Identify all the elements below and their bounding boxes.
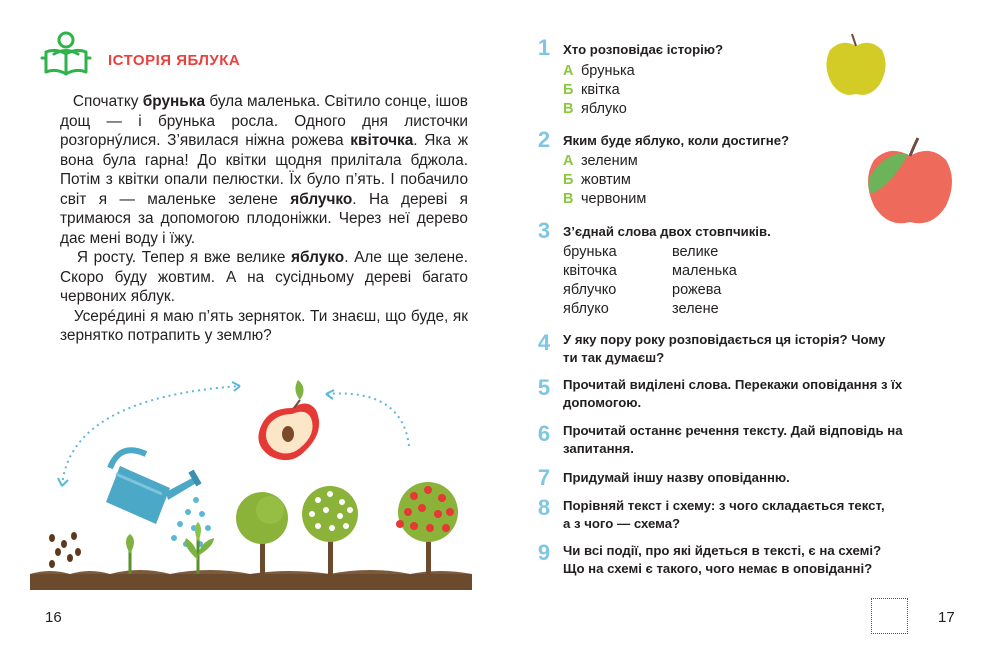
flowering-tree-icon [302,486,358,574]
match-left-word: брунька [563,244,617,260]
option-item: В яблуко [563,101,627,117]
reading-child-icon [40,30,92,78]
seeds-icon [49,532,81,568]
red-apple-illustration [858,136,958,232]
story-paragraph-2: Я росту. Тепер я вже велике яблуко. Але ще зелене. Скоро буду жовтим. А на сусідньому дереві багато червоних яблук. [60,249,468,305]
highlight-word: квіточка [350,132,414,149]
apple-tree-icon [396,482,458,574]
question-number: 9 [537,540,551,565]
option-item: Б жовтим [563,172,631,188]
story-paragraph-3: Усерéдині я маю п’ять зерняток. Ти знаєш, що буде, як зернятко потрапить у землю? [60,307,469,344]
yellow-apple-illustration [822,32,890,100]
dotted-box [871,598,908,634]
question-number: 8 [537,495,551,520]
water-drops [171,497,211,547]
match-left-word: квіточка [563,263,617,279]
match-left-word: яблучко [563,282,617,298]
story-text [60,92,468,346]
match-left-word: яблуко [563,301,609,317]
question-7-text: Придумай іншу назву оповіданню. [563,470,790,485]
question-6-text: Прочитай останнє речення тексту. Дай відповідь на запитання. [563,423,903,456]
sprout-icon [126,534,134,574]
question-number: 3 [537,218,551,243]
option-item: Б квітка [563,82,620,98]
question-5-text: Прочитай виділені слова. Перекажи оповідання з їх допомогою. [563,377,903,410]
question-number: 1 [537,35,551,60]
option-item: В червоним [563,191,647,207]
question-8-text: Порівняй текст і схему: з чого складається текст, а з чого — схема? [563,498,885,531]
question-2-text: Яким буде яблуко, коли достигне? [563,133,790,148]
match-right-word: велике [672,244,719,260]
question-1-text: Хто розповідає історію? [563,42,724,57]
apple-growth-scheme [30,378,472,598]
question-number: 7 [537,465,551,490]
story-paragraph-1: Спочатку брунька була маленька. Світило сонце, ішов дощ — і брунька росла. Одного дня листочки розгорнýлися. З’явилася ніжна рожева квіточка. Яка ж вона була гарна! До квітки щодня прилітала бджола. Потім з квітки опали пелюстки. Їх було п’ять. І побачило світ я — маленьке зелене яблучко. На дереві я тримаюся за допомогою плодоніжки. Через неї дерево дає мені воду і їжу. [60,93,469,247]
question-9-text: Чи всі події, про які йдеться в тексті, є на схемі? Що на схемі є такого, чого немає в оповіданні? [563,543,882,576]
question-number: 2 [537,127,551,152]
question-number: 5 [537,375,551,400]
question-number: 4 [537,330,551,355]
option-item: А брунька [563,63,635,79]
option-item: А зеленим [563,153,638,169]
dotted-arrow [326,393,409,446]
highlight-word: яблуко [291,249,345,266]
page-number-left: 16 [45,609,62,626]
question-4-text: У яку пору року розповідається ця історія? Чому ти так думаєш? [563,332,886,365]
soil [30,574,472,590]
story-title: ІСТОРІЯ ЯБЛУКА [108,52,241,69]
highlight-word: яблучко [290,190,353,208]
dotted-arrow [62,386,240,486]
highlight-word: брунька [142,93,206,110]
page-number-right: 17 [938,609,955,626]
match-right-word: зелене [672,301,719,317]
cut-apple-icon [258,380,319,460]
question-number: 6 [537,421,551,446]
young-tree-icon [236,492,288,574]
match-right-word: рожева [672,282,722,298]
question-3-text: З’єднай слова двох стовпчиків. [563,224,771,239]
match-right-word: маленька [672,263,737,279]
